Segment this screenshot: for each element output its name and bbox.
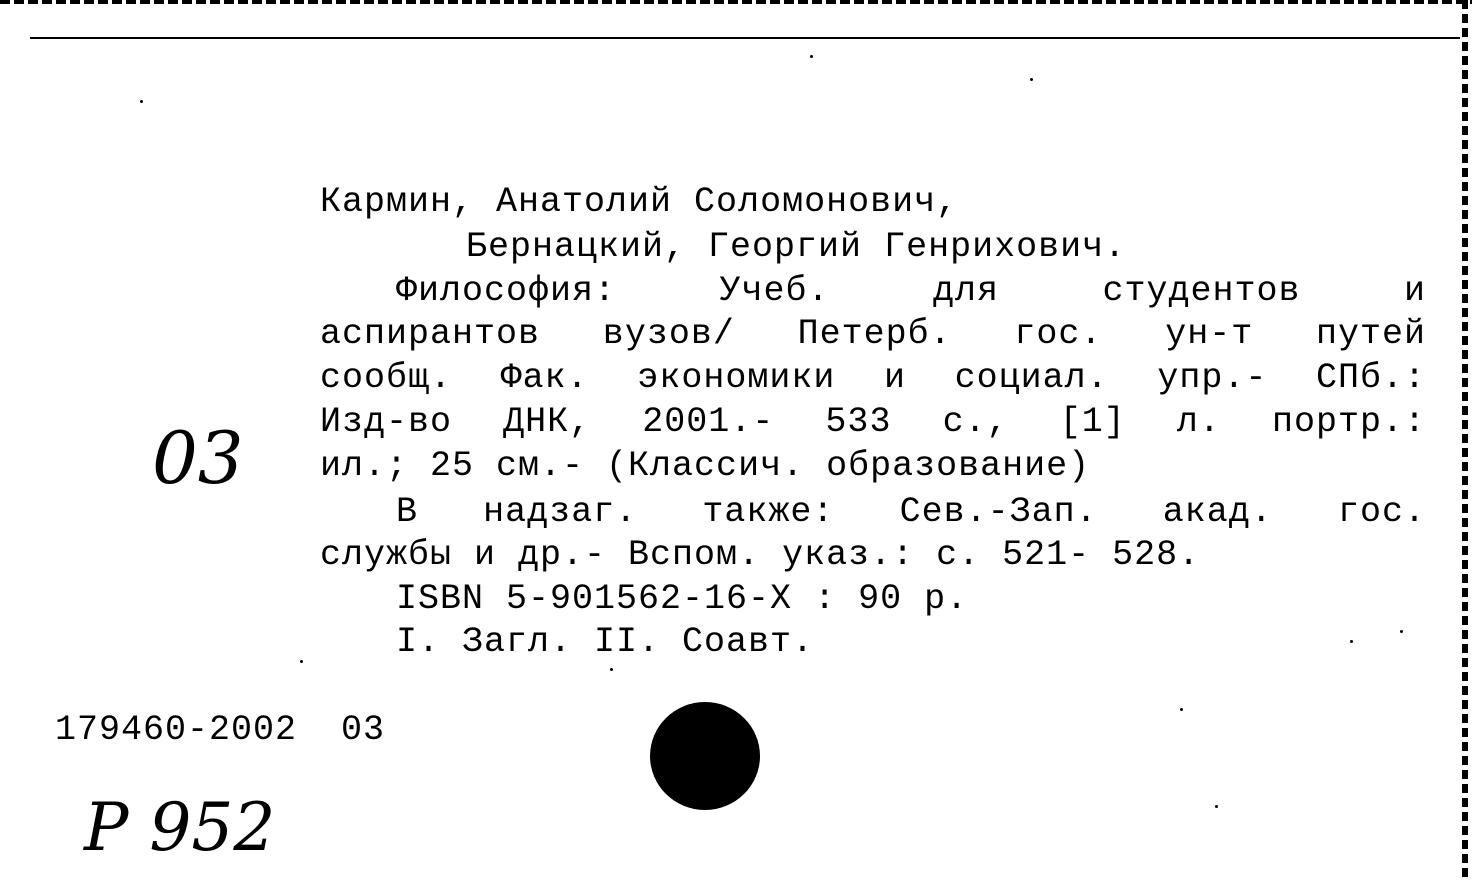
speck <box>1215 805 1218 808</box>
speck <box>140 100 143 103</box>
title-line-4: Изд-во ДНК, 2001.- 533 с., [1] л. портр.: <box>320 402 1426 442</box>
tracing-line: I. Загл. II. Соавт. <box>396 622 815 662</box>
coauthor-line: Бернацкий, Георгий Генрихович. <box>466 227 1127 267</box>
title-line-5: ил.; 25 см.- (Классич. образование) <box>320 446 1091 486</box>
title-line-1: Философия: Учеб. для студентов и <box>396 271 1426 311</box>
top-dashed-border <box>0 0 1472 4</box>
speck <box>300 660 303 663</box>
speck <box>810 55 813 58</box>
author-line: Кармин, Анатолий Соломонович, <box>320 182 959 222</box>
punch-hole <box>650 702 760 810</box>
speck <box>610 668 613 671</box>
speck <box>1400 630 1403 633</box>
right-dashed-border <box>1462 0 1468 880</box>
speck <box>1030 78 1033 81</box>
handwritten-class-mark: 03 <box>152 416 244 500</box>
note-line-1: В надзаг. также: Сев.-Зап. акад. гос. <box>396 492 1426 532</box>
title-line-2: аспирантов вузов/ Петерб. гос. ун-т путей <box>320 314 1426 354</box>
speck <box>1180 708 1183 711</box>
handwritten-shelf-mark: Р 952 <box>84 789 276 866</box>
accession-number: 179460-2002 03 <box>55 710 386 750</box>
top-rule-line <box>30 37 1460 39</box>
isbn-line: ISBN 5-901562-16-X : 90 р. <box>396 579 969 619</box>
note-line-2: службы и др.- Вспом. указ.: с. 521- 528. <box>320 535 1201 575</box>
title-line-3: сообщ. Фак. экономики и социал. упр.- СПб.: <box>320 358 1426 398</box>
speck <box>1350 640 1353 643</box>
